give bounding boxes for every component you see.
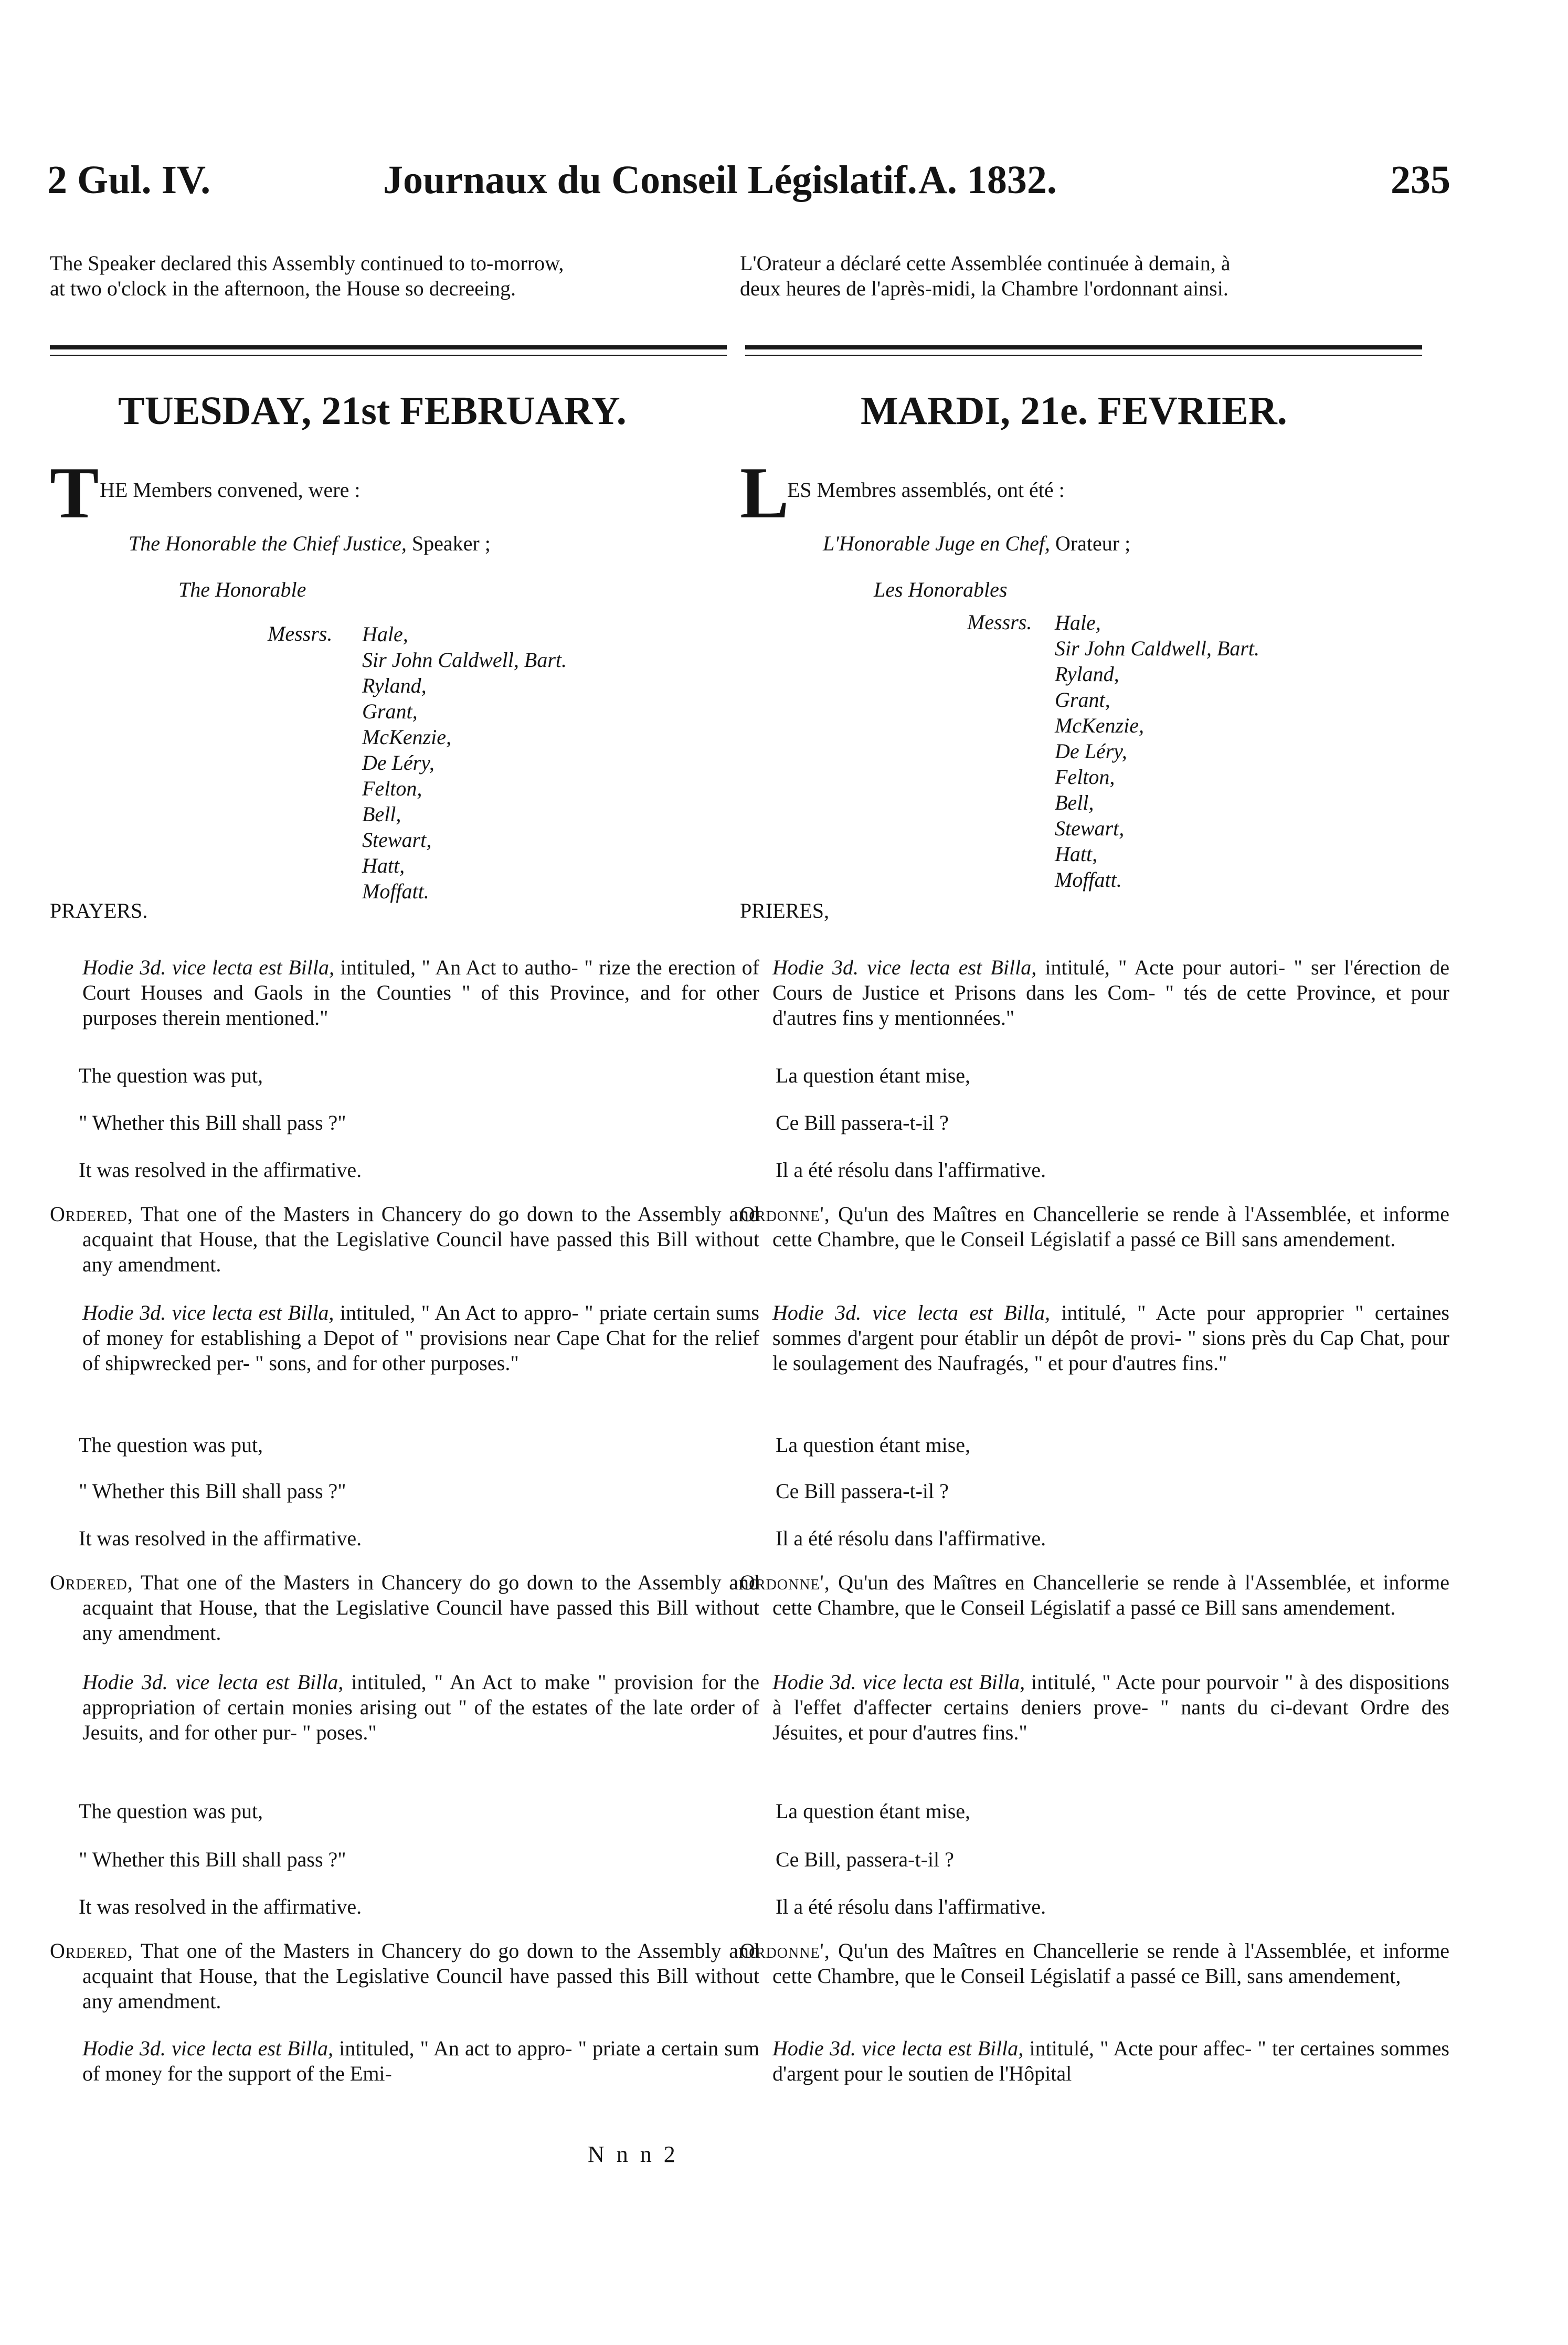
intro-en-line1: The Speaker declared this Assembly continued to to-morrow, — [50, 251, 564, 275]
member-name: De Léry, — [362, 751, 435, 774]
question-fr: La question étant mise, — [776, 1799, 971, 1823]
member-name: McKenzie, — [1055, 714, 1144, 737]
member-name: De Léry, — [1055, 739, 1127, 763]
messrs-fr: Messrs. — [967, 610, 1032, 634]
bill4-en: Hodie 3d. vice lecta est Billa, intituled, " An act to appro- " priate a certain sum of money for the support of the Emi- — [82, 2036, 759, 2085]
members-convened-en: HE Members convened, were : — [100, 478, 361, 502]
member-name: Hatt, — [362, 854, 405, 877]
member-name: Felton, — [362, 777, 422, 800]
question-fr: La question étant mise, — [776, 1433, 971, 1457]
question-en: The question was put, — [79, 1799, 263, 1823]
bill1-en: Hodie 3d. vice lecta est Billa, intituled, " An Act to autho- " rize the erection of Court Houses and Gaols in the Counties " of this Province, and for other purposes therein mentioned." — [82, 956, 759, 1030]
honorable-fr: Les Honorables — [874, 578, 1008, 601]
ordered-en: Ordered, That one of the Masters in Chancery do go down to the Assembly and acquaint that House, that the Legislative Council have passed this Bill without any amendment. — [50, 1571, 759, 1644]
resolved-fr: Il a été résolu dans l'affirmative. — [776, 1158, 1046, 1182]
members-convened-fr: ES Membres assemblés, ont été : — [787, 478, 1065, 502]
bill3-en: Hodie 3d. vice lecta est Billa, intituled, " An Act to make " provision for the appropriation of certain monies arising out " of the estates of the late order of Jesuits, and for other pur- " poses." — [82, 1670, 760, 1744]
intro-fr-line1: L'Orateur a déclaré cette Assemblée continuée à demain, à — [740, 251, 1231, 275]
member-name: Moffatt. — [362, 879, 429, 903]
ordered-fr: Ordonne', Qu'un des Maîtres en Chancellerie se rende à l'Assemblée, et informe cette Chambre, que le Conseil Législatif a passé ce Bill sans amendement. — [740, 1571, 1449, 1619]
intro-fr-line2: deux heures de l'après-midi, la Chambre l'ordonnant ainsi. — [740, 277, 1228, 300]
question-en: The question was put, — [79, 1064, 263, 1087]
member-list-fr — [1055, 610, 1259, 893]
drop-cap-en: T — [50, 452, 99, 534]
ordered-fr: Ordonne', Qu'un des Maîtres en Chancellerie se rende à l'Assemblée, et informe cette Chambre, que le Conseil Législatif a passé ce Bill sans amendement. — [740, 1202, 1449, 1251]
bill2-en: Hodie 3d. vice lecta est Billa, intituled, " An Act to appro- " priate certain sums of money for establishing a Depot of " provisions near Cape Chat for the relief of shipwrecked per- " sons, and for other purposes." — [82, 1301, 759, 1375]
member-name: Sir John Caldwell, Bart. — [1055, 636, 1259, 660]
whether-fr: Ce Bill, passera-t-il ? — [776, 1848, 954, 1871]
ordered-fr: Ordonne', Qu'un des Maîtres en Chancellerie se rende à l'Assemblée, et informe cette Chambre, que le Conseil Législatif a passé ce Bill, sans amendement, — [740, 1939, 1449, 1988]
member-name: Hale, — [1055, 611, 1101, 634]
question-fr: La question étant mise, — [776, 1064, 971, 1087]
member-name: Stewart, — [1055, 816, 1125, 840]
bill2-fr: Hodie 3d. vice lecta est Billa, intitulé, " Acte pour approprier " certaines sommes d'argent pour établir un dépôt de provi- " sions près du Cap Chat, pour le soulagement des Naufragés, " et pour d'autres fins." — [772, 1301, 1449, 1375]
divider-right-thin — [745, 355, 1422, 356]
member-name: Hatt, — [1055, 842, 1098, 866]
messrs-en: Messrs. — [268, 622, 333, 645]
member-name: Sir John Caldwell, Bart. — [362, 648, 567, 672]
journal-title: Journaux du Conseil Législatif. — [383, 158, 917, 202]
resolved-en: It was resolved in the affirmative. — [79, 1526, 362, 1550]
member-name: Stewart, — [362, 828, 432, 852]
member-name: Felton, — [1055, 765, 1115, 789]
divider-left — [50, 345, 727, 349]
member-name: Grant, — [1055, 688, 1110, 712]
member-name: Ryland, — [362, 674, 427, 697]
member-list-en — [362, 621, 567, 904]
speaker-line-fr: L'Honorable Juge en Chef, Orateur ; — [823, 532, 1131, 555]
regnal-year: 2 Gul. IV. — [47, 158, 211, 202]
ordered-en: Ordered, That one of the Masters in Chancery do go down to the Assembly and acquaint that House, that the Legislative Council have passed this Bill without any amendment. — [50, 1939, 759, 2013]
member-name: Bell, — [1055, 791, 1094, 814]
ordered-en: Ordered, That one of the Masters in Chancery do go down to the Assembly and acquaint that House, that the Legislative Council have passed this Bill without any amendment. — [50, 1202, 759, 1276]
divider-right — [745, 345, 1422, 349]
whether-en: " Whether this Bill shall pass ?" — [79, 1479, 346, 1503]
resolved-en: It was resolved in the affirmative. — [79, 1158, 362, 1182]
question-en: The question was put, — [79, 1433, 263, 1457]
honorable-en: The Honorable — [178, 578, 306, 601]
resolved-fr: Il a été résolu dans l'affirmative. — [776, 1526, 1046, 1550]
prayers-fr: PRIERES, — [740, 899, 830, 922]
member-name: Ryland, — [1055, 662, 1119, 686]
bill3-fr: Hodie 3d. vice lecta est Billa, intitulé, " Acte pour pourvoir " à des dispositions à l'effet d'affecter certains deniers prove- " nants du ci-devant Ordre des Jésuites, et pour d'autres fins." — [772, 1670, 1449, 1744]
page-number: 235 — [1391, 158, 1450, 202]
member-name: Bell, — [362, 802, 401, 826]
whether-en: " Whether this Bill shall pass ?" — [79, 1848, 346, 1871]
divider-left-thin — [50, 355, 727, 356]
prayers-en: PRAYERS. — [50, 899, 148, 922]
resolved-fr: Il a été résolu dans l'affirmative. — [776, 1895, 1046, 1918]
member-name: Hale, — [362, 622, 408, 646]
signature-mark: N n n 2 — [588, 2141, 679, 2167]
day-title-fr: MARDI, 21e. FEVRIER. — [861, 389, 1287, 433]
speaker-line-en: The Honorable the Chief Justice, Speaker ; — [129, 532, 491, 555]
resolved-en: It was resolved in the affirmative. — [79, 1895, 362, 1918]
bill1-fr: Hodie 3d. vice lecta est Billa, intitulé, " Acte pour autori- " ser l'érection de Cours de Justice et Prisons dans les Com- " tés de cette Province, et pour d'autres fins y mentionnées." — [772, 956, 1449, 1030]
running-header — [47, 157, 1522, 215]
calendar-year: A. 1832. — [918, 158, 1057, 202]
drop-cap-fr: L — [740, 452, 789, 534]
member-name: Moffatt. — [1055, 868, 1122, 892]
whether-fr: Ce Bill passera-t-il ? — [776, 1479, 949, 1503]
bill4-fr: Hodie 3d. vice lecta est Billa, intitulé, " Acte pour affec- " ter certaines sommes d'argent pour le soutien de l'Hôpital — [772, 2036, 1449, 2085]
whether-en: " Whether this Bill shall pass ?" — [79, 1111, 346, 1134]
member-name: McKenzie, — [362, 725, 451, 749]
member-name: Grant, — [362, 699, 418, 723]
intro-en-line2: at two o'clock in the afternoon, the House so decreeing. — [50, 277, 516, 300]
day-title-en: TUESDAY, 21st FEBRUARY. — [118, 389, 627, 433]
whether-fr: Ce Bill passera-t-il ? — [776, 1111, 949, 1134]
